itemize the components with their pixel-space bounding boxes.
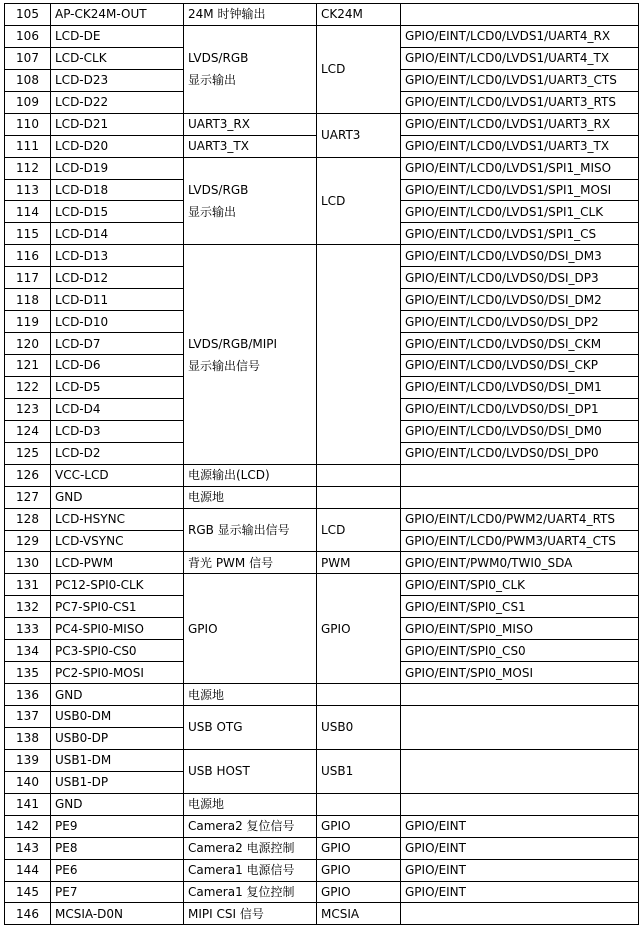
- pin-function: 电源地: [184, 486, 317, 508]
- pin-definition-table: [4, 3, 639, 925]
- pin-name: GND: [51, 793, 184, 815]
- pin-mux: [401, 793, 639, 815]
- pin-number: 135: [5, 662, 51, 684]
- table-row: [5, 574, 639, 596]
- pin-name: LCD-D22: [51, 91, 184, 113]
- pin-interface: GPIO: [317, 859, 401, 881]
- pin-mux: GPIO/EINT/LCD0/LVDS1/SPI1_CS: [401, 223, 639, 245]
- pin-name: LCD-VSYNC: [51, 530, 184, 552]
- pin-mux: [401, 749, 639, 793]
- pin-mux: [401, 903, 639, 925]
- pin-mux: GPIO/EINT/LCD0/LVDS1/UART3_RTS: [401, 91, 639, 113]
- pin-interface: [317, 464, 401, 486]
- pin-mux: GPIO/EINT/LCD0/PWM2/UART4_RTS: [401, 508, 639, 530]
- table-row: [5, 113, 639, 135]
- pin-interface: GPIO: [317, 574, 401, 684]
- pin-name: VCC-LCD: [51, 464, 184, 486]
- pin-name: PC2-SPI0-MOSI: [51, 662, 184, 684]
- pin-interface: LCD: [317, 508, 401, 552]
- pin-name: USB1-DP: [51, 771, 184, 793]
- pin-interface: UART3: [317, 113, 401, 157]
- function-line: LVDS/RGB: [188, 182, 249, 197]
- function-line: LVDS/RGB: [188, 51, 249, 66]
- table-row: [5, 793, 639, 815]
- pin-name: USB0-DM: [51, 706, 184, 728]
- pin-function: 电源地: [184, 793, 317, 815]
- pin-function: USB HOST: [184, 749, 317, 793]
- pin-interface: CK24M: [317, 4, 401, 26]
- pin-name: LCD-DE: [51, 25, 184, 47]
- pin-number: 112: [5, 157, 51, 179]
- pin-mux: GPIO/EINT: [401, 881, 639, 903]
- pin-mux: [401, 486, 639, 508]
- pin-interface: [317, 793, 401, 815]
- pin-function: USB OTG: [184, 706, 317, 750]
- pin-interface: [317, 684, 401, 706]
- pin-number: 128: [5, 508, 51, 530]
- pin-name: LCD-D2: [51, 442, 184, 464]
- pin-function: 24M 时钟输出: [184, 4, 317, 26]
- pin-number: 123: [5, 398, 51, 420]
- pin-mux: GPIO/EINT/LCD0/LVDS0/DSI_DM0: [401, 420, 639, 442]
- pin-name: PE6: [51, 859, 184, 881]
- pin-mux: GPIO/EINT/SPI0_CS0: [401, 640, 639, 662]
- pin-mux: GPIO/EINT/LCD0/LVDS0/DSI_CKP: [401, 355, 639, 377]
- function-line: LVDS/RGB/MIPI: [188, 336, 278, 351]
- pin-name: PC4-SPI0-MISO: [51, 618, 184, 640]
- pin-number: 111: [5, 135, 51, 157]
- pin-mux: GPIO/EINT/LCD0/LVDS1/SPI1_CLK: [401, 201, 639, 223]
- pin-function: Camera1 电源信号: [184, 859, 317, 881]
- pin-name: LCD-D15: [51, 201, 184, 223]
- pin-mux: GPIO/EINT/LCD0/LVDS0/DSI_CKM: [401, 333, 639, 355]
- table-row: [5, 815, 639, 837]
- pin-interface: GPIO: [317, 881, 401, 903]
- pin-number: 127: [5, 486, 51, 508]
- pin-number: 109: [5, 91, 51, 113]
- pin-name: LCD-D18: [51, 179, 184, 201]
- table-row: [5, 245, 639, 267]
- pin-mux: [401, 684, 639, 706]
- function-line: 显示输出: [188, 204, 237, 219]
- pin-number: 132: [5, 596, 51, 618]
- pin-name: PC7-SPI0-CS1: [51, 596, 184, 618]
- pin-function: GPIO: [184, 574, 317, 684]
- pin-number: 115: [5, 223, 51, 245]
- pin-interface: LCD: [317, 157, 401, 245]
- pin-interface: GPIO: [317, 815, 401, 837]
- pin-number: 114: [5, 201, 51, 223]
- pin-name: LCD-PWM: [51, 552, 184, 574]
- pin-number: 140: [5, 771, 51, 793]
- pin-name: PC12-SPI0-CLK: [51, 574, 184, 596]
- pin-name: AP-CK24M-OUT: [51, 4, 184, 26]
- table-row: [5, 859, 639, 881]
- pin-function: [184, 157, 317, 245]
- pin-function: Camera1 复位控制: [184, 881, 317, 903]
- pin-interface: [317, 245, 401, 464]
- pin-number: 130: [5, 552, 51, 574]
- pin-mux: GPIO/EINT/LCD0/LVDS1/UART3_TX: [401, 135, 639, 157]
- pin-mux: GPIO/EINT/LCD0/LVDS0/DSI_DP1: [401, 398, 639, 420]
- pin-number: 113: [5, 179, 51, 201]
- pin-mux: GPIO/EINT/SPI0_CS1: [401, 596, 639, 618]
- pin-number: 119: [5, 311, 51, 333]
- pin-number: 138: [5, 727, 51, 749]
- pin-mux: GPIO/EINT/LCD0/LVDS0/DSI_DM2: [401, 289, 639, 311]
- pin-interface: LCD: [317, 25, 401, 113]
- pin-mux: GPIO/EINT/LCD0/PWM3/UART4_CTS: [401, 530, 639, 552]
- pin-function: UART3_TX: [184, 135, 317, 157]
- pin-function: 电源输出(LCD): [184, 464, 317, 486]
- pin-mux: GPIO/EINT/LCD0/LVDS0/DSI_DP2: [401, 311, 639, 333]
- pin-number: 142: [5, 815, 51, 837]
- table-row: [5, 157, 639, 179]
- pin-number: 118: [5, 289, 51, 311]
- table-row: [5, 464, 639, 486]
- pin-number: 133: [5, 618, 51, 640]
- pin-mux: GPIO/EINT: [401, 815, 639, 837]
- pin-number: 143: [5, 837, 51, 859]
- pin-number: 107: [5, 47, 51, 69]
- pin-function: 背光 PWM 信号: [184, 552, 317, 574]
- pin-mux: GPIO/EINT/LCD0/LVDS1/UART4_TX: [401, 47, 639, 69]
- pin-number: 121: [5, 355, 51, 377]
- pin-mux: GPIO/EINT/LCD0/LVDS1/SPI1_MOSI: [401, 179, 639, 201]
- pin-number: 139: [5, 749, 51, 771]
- pin-number: 129: [5, 530, 51, 552]
- pin-number: 116: [5, 245, 51, 267]
- pin-mux: GPIO/EINT: [401, 837, 639, 859]
- pin-interface: [317, 486, 401, 508]
- pin-number: 144: [5, 859, 51, 881]
- pin-number: 105: [5, 4, 51, 26]
- pin-function: Camera2 电源控制: [184, 837, 317, 859]
- pin-mux: GPIO/EINT/LCD0/LVDS1/SPI1_MISO: [401, 157, 639, 179]
- table-row: [5, 486, 639, 508]
- pin-name: LCD-CLK: [51, 47, 184, 69]
- pin-mux: GPIO/EINT/LCD0/LVDS0/DSI_DP3: [401, 267, 639, 289]
- pin-number: 125: [5, 442, 51, 464]
- pin-name: LCD-D19: [51, 157, 184, 179]
- table-row: [5, 4, 639, 26]
- pin-name: PE9: [51, 815, 184, 837]
- pin-mux: GPIO/EINT/LCD0/LVDS1/UART4_RX: [401, 25, 639, 47]
- pin-number: 106: [5, 25, 51, 47]
- pin-interface: USB1: [317, 749, 401, 793]
- pin-name: LCD-D14: [51, 223, 184, 245]
- pin-mux: [401, 706, 639, 750]
- table-row: [5, 749, 639, 771]
- table-row: [5, 684, 639, 706]
- pin-name: LCD-D12: [51, 267, 184, 289]
- pin-name: GND: [51, 684, 184, 706]
- table-row: [5, 881, 639, 903]
- pin-function: Camera2 复位信号: [184, 815, 317, 837]
- pin-name: LCD-D7: [51, 333, 184, 355]
- pin-mux: GPIO/EINT: [401, 859, 639, 881]
- pin-name: MCSIA-D0N: [51, 903, 184, 925]
- pin-name: LCD-D13: [51, 245, 184, 267]
- pin-mux: GPIO/EINT/SPI0_MISO: [401, 618, 639, 640]
- pin-number: 117: [5, 267, 51, 289]
- pin-number: 126: [5, 464, 51, 486]
- pin-function: RGB 显示输出信号: [184, 508, 317, 552]
- pin-function: MIPI CSI 信号: [184, 903, 317, 925]
- pin-mux: GPIO/EINT/SPI0_CLK: [401, 574, 639, 596]
- pin-name: LCD-D20: [51, 135, 184, 157]
- pin-name: LCD-D10: [51, 311, 184, 333]
- pin-function: [184, 245, 317, 464]
- pin-mux: [401, 4, 639, 26]
- pin-interface: MCSIA: [317, 903, 401, 925]
- function-line: 显示输出信号: [188, 358, 261, 373]
- pin-name: LCD-D3: [51, 420, 184, 442]
- pin-mux: GPIO/EINT/LCD0/LVDS1/UART3_CTS: [401, 69, 639, 91]
- pin-number: 131: [5, 574, 51, 596]
- table-row: [5, 552, 639, 574]
- pin-name: GND: [51, 486, 184, 508]
- pin-number: 122: [5, 376, 51, 398]
- pin-mux: GPIO/EINT/SPI0_MOSI: [401, 662, 639, 684]
- pin-function: [184, 25, 317, 113]
- table-row: [5, 837, 639, 859]
- pin-name: LCD-D23: [51, 69, 184, 91]
- pin-number: 137: [5, 706, 51, 728]
- pin-mux: GPIO/EINT/LCD0/LVDS1/UART3_RX: [401, 113, 639, 135]
- pin-number: 136: [5, 684, 51, 706]
- pin-name: PE7: [51, 881, 184, 903]
- pin-number: 120: [5, 333, 51, 355]
- pin-number: 124: [5, 420, 51, 442]
- pin-mux: GPIO/EINT/LCD0/LVDS0/DSI_DM1: [401, 376, 639, 398]
- pin-number: 141: [5, 793, 51, 815]
- pin-number: 108: [5, 69, 51, 91]
- pin-interface: PWM: [317, 552, 401, 574]
- pin-function: UART3_RX: [184, 113, 317, 135]
- pin-number: 134: [5, 640, 51, 662]
- table-row: [5, 508, 639, 530]
- pin-name: PE8: [51, 837, 184, 859]
- function-line: 显示输出: [188, 73, 237, 88]
- pin-name: LCD-D6: [51, 355, 184, 377]
- pin-name: LCD-D5: [51, 376, 184, 398]
- table-row: [5, 903, 639, 925]
- pin-number: 110: [5, 113, 51, 135]
- pin-name: LCD-HSYNC: [51, 508, 184, 530]
- table-row: [5, 706, 639, 728]
- pin-function: 电源地: [184, 684, 317, 706]
- pin-mux: [401, 464, 639, 486]
- pin-name: LCD-D4: [51, 398, 184, 420]
- pin-number: 146: [5, 903, 51, 925]
- pin-mux: GPIO/EINT/PWM0/TWI0_SDA: [401, 552, 639, 574]
- pin-mux: GPIO/EINT/LCD0/LVDS0/DSI_DM3: [401, 245, 639, 267]
- pin-name: USB0-DP: [51, 727, 184, 749]
- pin-mux: GPIO/EINT/LCD0/LVDS0/DSI_DP0: [401, 442, 639, 464]
- pin-name: LCD-D11: [51, 289, 184, 311]
- table-row: [5, 25, 639, 47]
- pin-interface: USB0: [317, 706, 401, 750]
- pin-name: USB1-DM: [51, 749, 184, 771]
- pin-name: PC3-SPI0-CS0: [51, 640, 184, 662]
- pin-interface: GPIO: [317, 837, 401, 859]
- pin-name: LCD-D21: [51, 113, 184, 135]
- pin-number: 145: [5, 881, 51, 903]
